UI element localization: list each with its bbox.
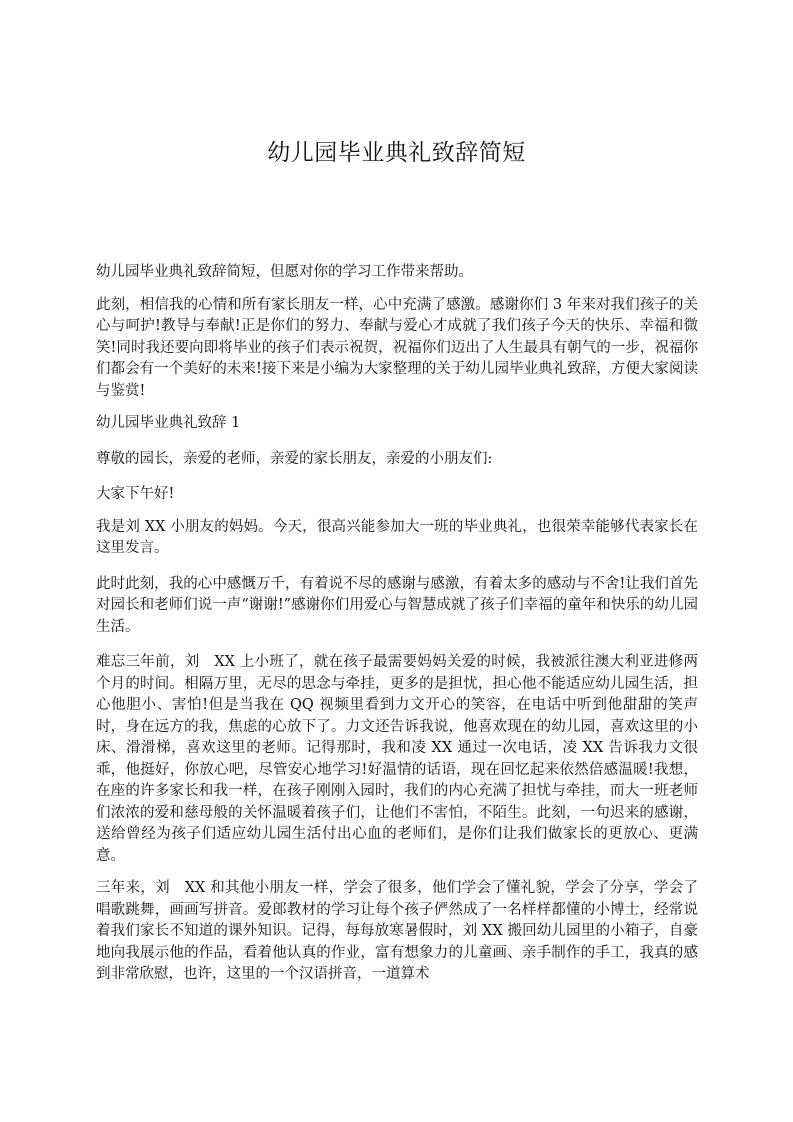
paragraph-three-years: 三年来，刘 XX 和其他小朋友一样，学会了很多，他们学会了懂礼貌，学会了分享，学会了唱歌跳舞，画画写拼音。爱郎教材的学习让每个孩子俨然成了一名样样都懂的小博士，经常说着我们家长不知道的课外知识。记得，每每放寒暑假时，刘 XX 搬回幼儿园里的小箱子，自豪地向我展示他的作品，看着他认真的作业，富有想象力的儿童画、亲手制作的手工，我真的感到非常欣慰，也许，这里的一个汉语拼音，一道算术 xyxy=(96,880,698,982)
paragraph-thanks: 此刻，相信我的心情和所有家长朋友一样，心中充满了感激。感谢你们 3 年来对我们孩子的关心与呵护!教导与奉献!正是你们的努力、奉献与爱心才成就了我们孩子今天的快乐、幸福和微笑!同时我还要向即将毕业的孩子们表示祝贺，祝福你们迈出了人生最具有朝气的一步，祝福你们都会有一个美好的未来!接下来是小编为大家整理的关于幼儿园毕业典礼致辞，方便大家阅读与鉴赏! xyxy=(96,296,698,399)
section-heading: 幼儿园毕业典礼致辞 1 xyxy=(96,415,241,431)
document-title: 幼儿园毕业典礼致辞简短 xyxy=(267,140,526,166)
paragraph-gratitude: 此时此刻，我的心中感慨万千，有着说不尽的感谢与感激，有着太多的感动与不舍!让我们首先对园长和老师们说一声“谢谢!”感谢你们用爱心与智慧成就了孩子们幸福的童年和快乐的幼儿园生活。 xyxy=(96,575,698,635)
document-body xyxy=(96,262,698,997)
paragraph-salutation: 尊敬的园长，亲爱的老师，亲爱的家长朋友，亲爱的小朋友们: xyxy=(96,450,493,467)
paragraph-self-intro: 我是刘 XX 小朋友的妈妈。今天，很高兴能参加大一班的毕业典礼，也很荣幸能够代表家长在这里发言。 xyxy=(96,518,698,556)
paragraph-memories: 难忘三年前，刘 XX 上小班了，就在孩子最需要妈妈关爱的时候，我被派往澳大利亚进修两个月的时间。相隔万里，无尽的思念与牵挂，更多的是担忧，担心他不能适应幼儿园生活，担心他胆小、害怕!但是当我在 QQ 视频里看到力文开心的笑容，在电话中听到他甜甜的笑声时，身在远方的我，焦虑的心放下了。力文还告诉我说，他喜欢现在的幼儿园，喜欢这里的小床、滑滑梯，喜欢这里的老师。记得那时，我和凌 XX 通过一次电话，凌 XX 告诉我力文很乖，他挺好，你放心吧，尽管安心地学习!好温情的话语，现在回忆起来依然倍感温暖!我想，在座的许多家长和我一样，在孩子刚刚入园时，我们的内心充满了担忧与牵挂，而大一班老师们浓浓的爱和慈母般的关怀温暖着孩子们，让他们不害怕，不陌生。此刻，一句迟来的感谢，送给曾经为孩子们适应幼儿园生活付出心血的老师们，是你们让我们做家长的更放心、更满意。 xyxy=(96,654,698,864)
paragraph-greeting: 大家下午好! xyxy=(96,486,175,502)
paragraph-intro: 幼儿园毕业典礼致辞简短，但愿对你的学习工作带来帮助。 xyxy=(96,264,473,280)
